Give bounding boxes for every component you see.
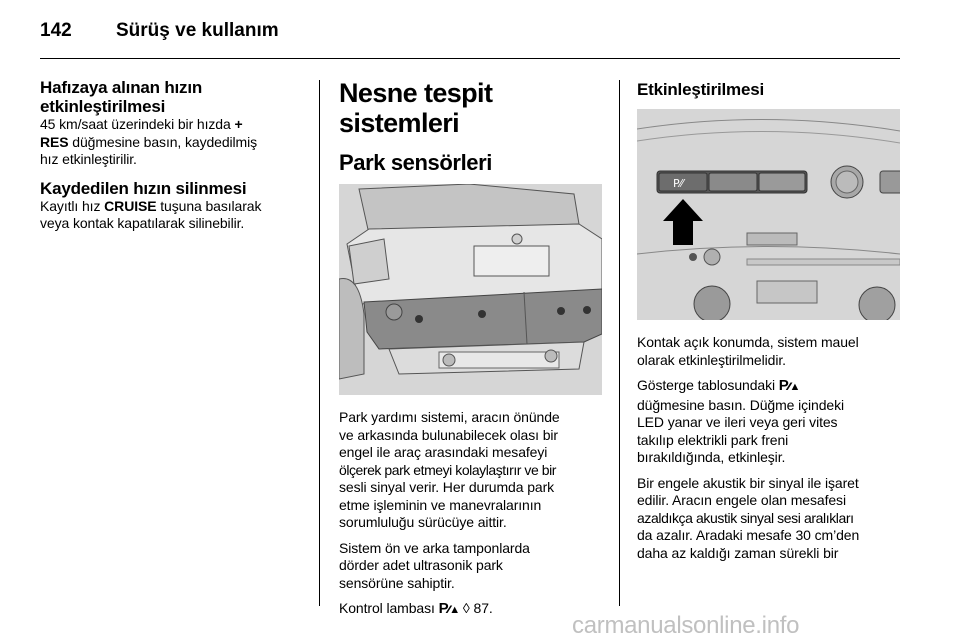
text-run: veya kontak kapatılarak silinebilir. [40, 215, 245, 231]
text-run: Kayıtlı hız [40, 197, 105, 214]
watermark: carmanualsonline.info [572, 612, 800, 639]
page-number: 142 [40, 20, 72, 41]
text-run: hız etkinleştirilir. [40, 151, 137, 167]
paragraph-memory-speed [40, 116, 308, 169]
text-run: 45 km/saat üzerindeki bir hızda [40, 116, 235, 132]
text-line: takılıp elektrikli park freni [637, 431, 789, 448]
park-button-glyph: P⁄⁄ [673, 177, 684, 190]
text-line: ölçerek park etmeyi kolaylaştırır ve bir [339, 461, 556, 478]
paragraph-press-button [637, 377, 903, 467]
section-heading-memory-speed [40, 78, 308, 116]
plus-key-label: + [234, 116, 243, 132]
header-rule [40, 58, 900, 59]
paragraph-control-lamp [339, 600, 605, 620]
text-line: sorumluluğu sürücüye aittir. [339, 514, 507, 530]
heading-line: Hafızaya alınan hızın [40, 78, 203, 97]
text-line: Sistem ön ve arka tamponlarda [339, 539, 530, 556]
column-divider-2 [619, 80, 620, 606]
paragraph-acoustic-signal [637, 475, 903, 563]
text-run: Kontrol lambası [339, 600, 439, 616]
section-title: Nesne tespit sistemleri [339, 78, 493, 138]
rear-bumper-sensor-illustration [339, 184, 602, 395]
text-line: ve arkasında bulunabilecek olası bir [339, 426, 558, 443]
section-heading-activation: Etkinleştirilmesi [637, 80, 764, 99]
text-run: düğmesine basın, kaydedilmiş [68, 133, 258, 150]
text-line: bırakıldığında, etkinleşir. [637, 449, 786, 465]
park-assist-icon: P⁄⁄▲ [778, 377, 800, 394]
park-assist-icon-letter: P [778, 377, 788, 394]
column-3 [637, 78, 903, 562]
text-line: sesli sinyal verir. Her durumda park [339, 479, 555, 495]
paragraph-park-assist [339, 409, 605, 532]
paragraph-delete-speed [40, 198, 308, 233]
dashboard-drawing [637, 109, 900, 320]
text-line: olarak etkinleştirilmelidir. [637, 351, 786, 368]
res-key-label: RES [40, 133, 69, 150]
text-run: Gösterge tablosundaki [637, 377, 779, 393]
text-line: sensörüne sahiptir. [339, 574, 455, 591]
park-assist-icon-letter: P [438, 600, 448, 617]
paragraph-activation-intro [637, 334, 903, 369]
column-1 [40, 78, 308, 233]
text-line: etme işleminin ve manevralarının [339, 496, 542, 513]
text-line: edilir. Aracın engele olan mesafesi [637, 492, 846, 508]
text-line: da azalır. Aradaki mesafe 30 cm’den [637, 527, 860, 543]
text-line: dörder adet ultrasonik park [339, 557, 503, 573]
section-heading-delete-speed: Kaydedilen hızın silinmesi [40, 178, 247, 198]
text-line: engel ile araç arasındaki mesafeyi [339, 444, 548, 460]
chapter-title: Sürüş ve kullanım [116, 20, 279, 41]
text-line: Bir engele akustik bir sinyal ile işaret [637, 474, 859, 491]
column-divider-1 [319, 80, 320, 606]
text-line: LED yanar ve ileri veya geri vites [637, 414, 838, 430]
park-assist-icon: P⁄⁄▲ [438, 600, 460, 617]
page-reference[interactable]: ◊ 87. [459, 600, 493, 616]
text-line: Park yardımı sistemi, aracın önünde [339, 409, 560, 425]
car-rear-drawing [339, 184, 602, 395]
text-line: Kontak açık konumda, sistem mauel [637, 334, 859, 350]
text-line: düğmesine basın. Düğme içindeki [637, 396, 845, 413]
column-2 [339, 78, 605, 620]
paragraph-sensors [339, 540, 605, 593]
text-line: daha az kaldığı zaman sürekli bir [637, 544, 839, 561]
page-header [40, 18, 900, 58]
text-run: tuşuna basılarak [156, 197, 262, 214]
text-line: azaldıkça akustik sinyal sesi aralıkları [637, 509, 854, 526]
heading-line: etkinleştirilmesi [40, 97, 166, 116]
dashboard-button-illustration [637, 109, 900, 320]
cruise-key-label: CRUISE [104, 197, 157, 214]
section-subtitle: Park sensörleri [339, 150, 492, 175]
